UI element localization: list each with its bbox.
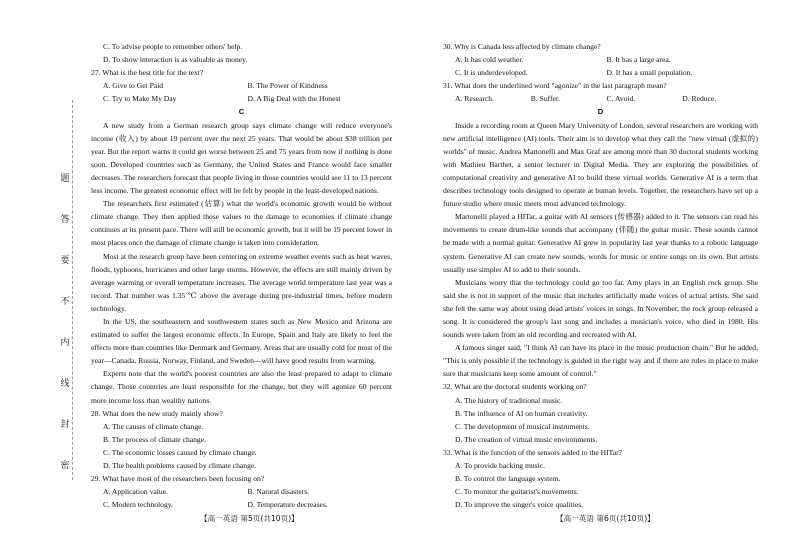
option-c: C. Try to Make My Day — [103, 94, 177, 104]
question-30-options-cd — [443, 66, 758, 79]
option-a: A. Research. — [455, 94, 495, 104]
option-c: C. Modern technology. — [103, 500, 173, 510]
seal-char: 封 — [60, 420, 70, 430]
option-b: B. Natural disasters. — [247, 487, 310, 497]
question-30-options-ab — [443, 53, 758, 66]
left-column — [91, 40, 392, 511]
binding-margin — [0, 0, 68, 538]
option-c: C. It is underdeveloped. — [455, 68, 528, 78]
question-27-options-ab — [91, 79, 392, 92]
question-29-options-cd — [91, 498, 392, 511]
question-32-stem: 32. What are the doctoral students working on? — [443, 382, 587, 392]
seal-char: 答 — [60, 215, 70, 225]
question-30-stem: 30. Why is Canada less affected by climate change? — [443, 42, 601, 51]
right-column — [443, 40, 758, 511]
option-c: C. The development of musical instruments. — [455, 421, 590, 431]
option-c: C. The economic losses caused by climate change. — [103, 447, 257, 457]
option-d: D. The health problems caused by climate change. — [103, 461, 257, 470]
option-a: A. Give to Get Paid — [103, 81, 164, 91]
option-b: B. The Power of Kindness — [247, 81, 328, 91]
seal-char: 线 — [60, 379, 70, 389]
option-d: D. To improve the singer's voice qualities. — [455, 500, 584, 510]
option-d: D. The creation of virtual music environments. — [455, 434, 598, 444]
option-a: A. The causes of climate change. — [103, 421, 204, 431]
section-d-heading: D — [597, 107, 604, 117]
option-d: D. Reduce. — [682, 94, 717, 104]
passage-c-paragraph-3: Most at the research group have been centering on extreme weather events such as heat waves, floods, typhoons, hurricanes and other large storms. However, the effects are still mainly driven by average warming or overall temperature increases. The average world temperature last year was a record. That number was 1.35 ℃ above the average during pre-industrial times, before modern technology. — [91, 251, 392, 313]
question-29-stem: 29. What have most of the researchers been focusing on? — [91, 474, 265, 484]
passage-c-paragraph-2: The researchers first estimated (估算) what the world's economic growth would be without climate change. They then applied those values to the damage to economies if climate change continues at its present pace. There will still be economic growth, but it will be 19 percent lower in most places once the damage of climate change is taken into consideration. — [91, 199, 392, 248]
option-a: A. It has cold weather. — [455, 55, 524, 65]
option-a: A. Application value. — [103, 487, 168, 497]
option-line: C. To advise people to remember others' help. — [103, 42, 243, 51]
section-c-heading: C — [238, 107, 245, 117]
question-31-options — [443, 92, 758, 105]
option-b: B. The process of climate change. — [103, 434, 206, 444]
question-27-options-cd — [91, 92, 392, 105]
option-b: B. Suffer. — [530, 94, 560, 104]
passage-c-paragraph-5: Experts note that the world's poorest countries are also the least prepared to adapt to climate change. Those countries are least responsible for the change, but they will agonize 60 percent more income loss than wealthy nations. — [91, 369, 392, 405]
option-d: D. Temperature decreases. — [247, 500, 328, 510]
option-b: B. It has a large area. — [606, 55, 671, 65]
question-31-stem: 31. What does the underlined word "agonize" in the last paragraph mean? — [443, 81, 667, 91]
option-d: D. It has a small population. — [606, 68, 693, 78]
page-footer-left: 【高一英语 第5页(共10页)】 — [200, 514, 299, 523]
page-footer-right: 【高一英语 第6页(共10页)】 — [556, 514, 655, 523]
option-line: D. To show interaction is as valuable as money. — [103, 55, 248, 65]
seal-char: 题 — [60, 174, 70, 184]
seal-dashed-line — [72, 100, 73, 480]
passage-d-paragraph-1: Inside a recording room at Queen Mary University of London, several researchers are working with new artificial intelligence (AI) tools. Their aim is to develop what they call the "new virtual (虚拟的) worlds" of music. Andrea Martonelli and Max Graf are among more than 30 doctoral students working with Mathieu Barthet, a senior lecturer in Digital Media. They are exploring the possibilities of computational creativity and generative AI to build these virtual worlds. Generative AI is a term that describes technology tools designed to operate at human levels. Together, the researchers have set up a future studio where music meets most advanced technology. — [443, 120, 759, 209]
seal-char: 密 — [60, 461, 70, 471]
seal-char: 不 — [60, 297, 70, 307]
passage-d-paragraph-4: A famous singer said, "I think AI can have its place in the music production chain." But he added, "This is only possible if the technology is guided in the right way and if there are rules in place to make sure that musicians keep some amount of control." — [443, 343, 758, 379]
question-28-stem: 28. What does the new study mainly show? — [91, 408, 223, 418]
question-29-options-ab — [91, 485, 392, 498]
passage-c-paragraph-1: A new study from a German research group says climate change will reduce everyone's income (收入) by about 19 percent over the next 25 years. That would be about $38 trillion per year. But the report warns it could get worse between 25 and 75 years from now if nothing is done soon. Developed countries such as Germany, the United States and France would face smaller decreases. The researchers forecast that people living in those countries would see 11 to 13 percent less income. The greatest economic effect will be felt by people in the least-developed nations. — [91, 120, 392, 196]
passage-d-paragraph-3: Musicians worry that the technology could go too far. Amy plays in an English rock group. She said she is not in support of the music that includes artificially made voices of actual artists. She said she felt the same way about using dead artists' voices in songs. In November, the rock group released a song. It is considered the group's last song and includes a musician's voice, who died in 1980. His sounds were taken from an old recording and recreated with AI. — [443, 277, 758, 340]
option-a: A. The history of traditional music. — [455, 395, 563, 405]
passage-c-paragraph-4: In the US, the southeastern and southwestern states such as New Mexico and Arizona are estimated to suffer the largest economic effects. In Europe, Spain and Italy are likely to feel the effects more than countries like Denmark and Germany. Areas that are usually cold for most of the year—Canada, Russia, Norway, Finland, and Sweden—will have good results from warming. — [91, 316, 392, 366]
seal-line-text — [58, 175, 72, 503]
seal-char: 要 — [60, 256, 70, 266]
seal-char: 内 — [60, 338, 70, 348]
option-a: A. To provide backing music. — [455, 461, 546, 470]
option-b: B. The influence of AI on human creativity. — [455, 408, 588, 418]
option-b: B. To control the language system. — [455, 474, 561, 484]
option-c: C. To monitor the guitarist's movements. — [455, 487, 579, 497]
option-d: D. A Big Deal with the Honest — [247, 94, 341, 104]
question-27-stem: 27. What is the best title for the text? — [91, 68, 204, 78]
passage-d-paragraph-2: Martonelli played a HITar, a guitar with AI sensors (传感器) added to it. The sensors can read his movements to create drum-like sounds that accompany (伴随) the guitar music. These sounds cannot be made with a normal guitar. Generative AI grew in popularity last year thanks to a robotic language system. Generative AI can create new sounds, words for music or entire songs on its own. But artists usually use simpler AI to add to their sounds. — [443, 212, 758, 274]
option-c: C. Avoid. — [606, 94, 636, 104]
question-33-stem: 33. What is the function of the sensors added to the HITar? — [443, 447, 622, 457]
